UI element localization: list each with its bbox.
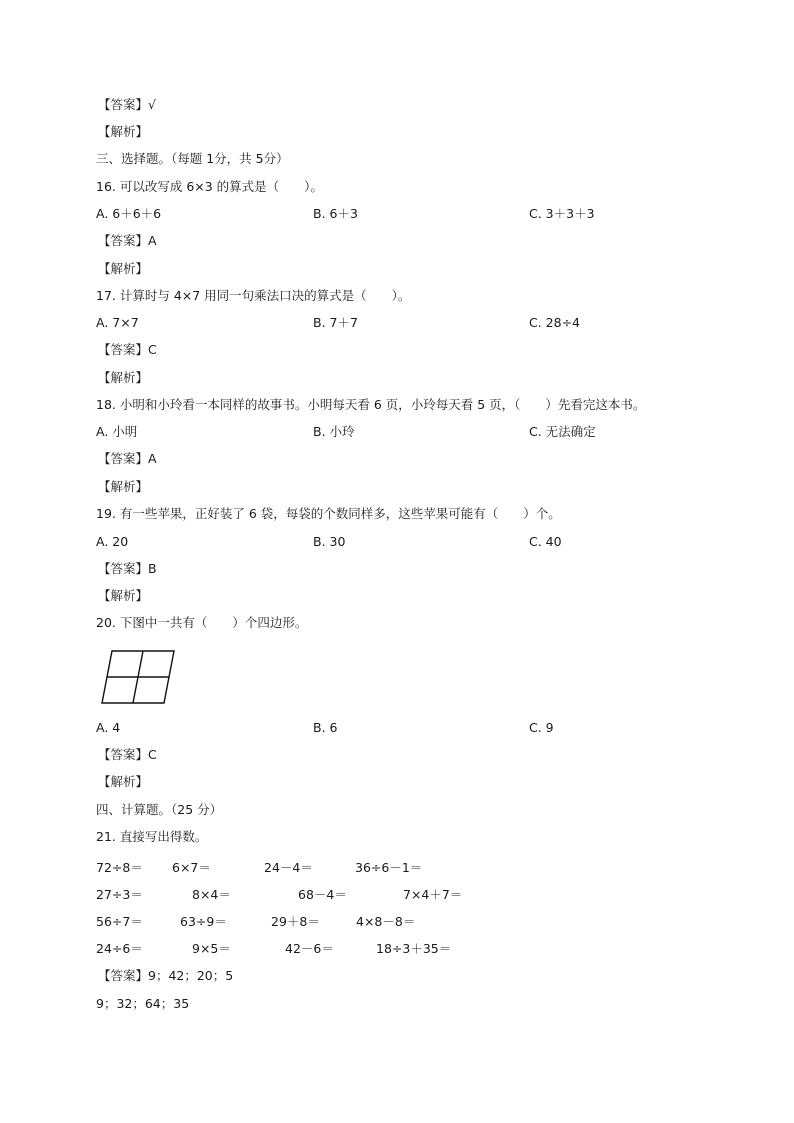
option-a: A. 7×7 xyxy=(96,315,139,330)
calc-item: 8×4＝ xyxy=(192,887,231,902)
question-21: 21. 直接写出得数。 xyxy=(96,829,208,844)
analysis-label: 【解析】 xyxy=(98,370,149,385)
question-20: 20. 下图中一共有（ ）个四边形。 xyxy=(96,615,308,630)
option-c: C. 无法确定 xyxy=(529,424,596,439)
option-a: A. 20 xyxy=(96,534,129,549)
parallelogram-figure xyxy=(100,649,176,705)
answer-label: 【答案】B xyxy=(98,561,157,576)
calc-item: 36÷6－1＝ xyxy=(355,860,423,875)
analysis-label: 【解析】 xyxy=(98,261,149,276)
answer-continuation: 9；32；64；35 xyxy=(96,996,190,1011)
option-c: C. 9 xyxy=(529,720,554,735)
calc-item: 42－6＝ xyxy=(285,941,334,956)
answer-label: 【答案】C xyxy=(98,342,157,357)
question-16: 16. 可以改写成 6×3 的算式是（ ）。 xyxy=(96,179,323,194)
section-heading: 三、选择题。（每题 1分，共 5分） xyxy=(96,151,289,166)
option-b: B. 6＋3 xyxy=(313,206,358,221)
calc-item: 56÷7＝ xyxy=(96,914,143,929)
option-c: C. 28÷4 xyxy=(529,315,581,330)
answer-label: 【答案】C xyxy=(98,747,157,762)
analysis-label: 【解析】 xyxy=(98,479,149,494)
analysis-label: 【解析】 xyxy=(98,774,149,789)
calc-item: 6×7＝ xyxy=(172,860,211,875)
calc-item: 9×5＝ xyxy=(192,941,231,956)
calc-item: 24÷6＝ xyxy=(96,941,143,956)
answer-label: 【答案】√ xyxy=(98,97,156,112)
answer-label: 【答案】9；42；20；5 xyxy=(98,968,234,983)
option-b: B. 30 xyxy=(313,534,346,549)
section-heading: 四、计算题。（25 分） xyxy=(96,802,223,817)
option-b: B. 7＋7 xyxy=(313,315,358,330)
calc-item: 63÷9＝ xyxy=(180,914,227,929)
calc-item: 29＋8＝ xyxy=(271,914,320,929)
calc-item: 18÷3＋35＝ xyxy=(376,941,452,956)
option-b: B. 小玲 xyxy=(313,424,355,439)
calc-item: 68－4＝ xyxy=(298,887,347,902)
answer-label: 【答案】A xyxy=(98,451,157,466)
question-17: 17. 计算时与 4×7 用同一句乘法口决的算式是（ ）。 xyxy=(96,288,411,303)
calc-item: 7×4＋7＝ xyxy=(403,887,463,902)
analysis-label: 【解析】 xyxy=(98,124,149,139)
calc-item: 72÷8＝ xyxy=(96,860,143,875)
calc-item: 24－4＝ xyxy=(264,860,313,875)
option-a: A. 6＋6＋6 xyxy=(96,206,162,221)
calc-item: 4×8－8＝ xyxy=(356,914,416,929)
option-a: A. 小明 xyxy=(96,424,138,439)
analysis-label: 【解析】 xyxy=(98,588,149,603)
calc-item: 27÷3＝ xyxy=(96,887,143,902)
question-19: 19. 有一些苹果，正好装了 6 袋，每袋的个数同样多，这些苹果可能有（ ）个。 xyxy=(96,506,561,521)
question-18: 18. 小明和小玲看一本同样的故事书。小明每天看 6 页，小玲每天看 5 页，（ ）先看完这本书。 xyxy=(96,397,646,412)
option-c: C. 3＋3＋3 xyxy=(529,206,595,221)
option-c: C. 40 xyxy=(529,534,562,549)
option-b: B. 6 xyxy=(313,720,338,735)
option-a: A. 4 xyxy=(96,720,121,735)
answer-label: 【答案】A xyxy=(98,233,157,248)
